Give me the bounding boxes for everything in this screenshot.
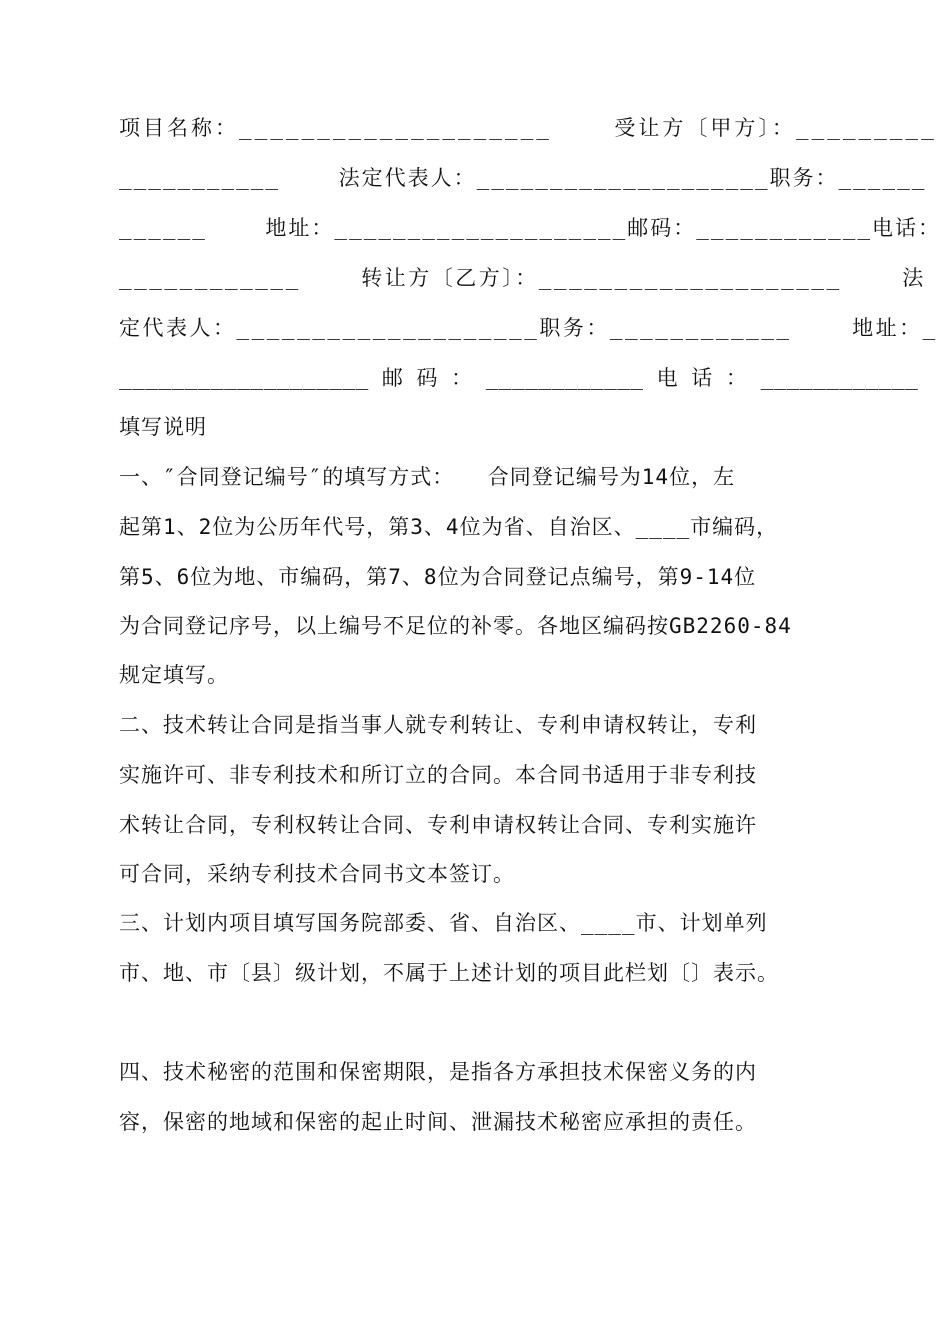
instructions-heading: 填写说明 — [119, 415, 207, 439]
item2-line: 二、技术转让合同是指当事人就专利转让、专利申请权转让，专利 — [119, 713, 757, 737]
item3-line: 市、地、市〔县〕级计划，不属于上述计划的项目此栏划〔〕表示。 — [119, 961, 779, 985]
item3-line: 三、计划内项目填写国务院部委、省、自治区、____市、计划单列 — [119, 911, 768, 935]
form-line-seller: ____________ 转让方〔乙方〕：____________________ 法 — [119, 266, 926, 290]
item2-line: 可合同，采纳专利技术合同书文本签订。 — [119, 862, 515, 886]
item1-line: 起第1、2位为公历年代号，第3、4位为省、自治区、____市编码， — [119, 515, 779, 539]
item1-line: 为合同登记序号，以上编号不足位的补零。各地区编码按GB2260-84 — [119, 614, 792, 638]
item2-line: 实施许可、非专利技术和所订立的合同。本合同书适用于非专利技 — [119, 763, 757, 787]
item1-line: 规定填写。 — [119, 663, 229, 687]
item1-line: 第5、6位为地、市编码，第7、8位为合同登记点编号，第9-14位 — [119, 565, 757, 589]
item2-line: 术转让合同，专利权转让合同、专利申请权转让合同、专利实施许 — [119, 813, 757, 837]
item4-line: 四、技术秘密的范围和保密期限，是指各方承担技术保密义务的内 — [119, 1060, 757, 1084]
form-line-legal-rep: ___________ 法定代表人：____________________职务：______ — [119, 166, 927, 190]
form-line-seller-rep: 定代表人：____________________职务：____________ 地址：_ — [119, 316, 938, 340]
form-line-address: ______ 地址：____________________邮码：____________电话： — [119, 216, 942, 240]
form-line-project-buyer: 项目名称：____________________ 受让方〔甲方〕：_________ — [119, 116, 937, 140]
item1-line: 一、″合同登记编号″的填写方式： 合同登记编号为14位，左 — [119, 465, 736, 489]
form-line-postcode-phone: ___________________ 邮 码 ： ____________ 电 话 ： ____________ — [119, 366, 919, 390]
item4-line: 容，保密的地域和保密的起止时间、泄漏技术秘密应承担的责任。 — [119, 1110, 757, 1134]
